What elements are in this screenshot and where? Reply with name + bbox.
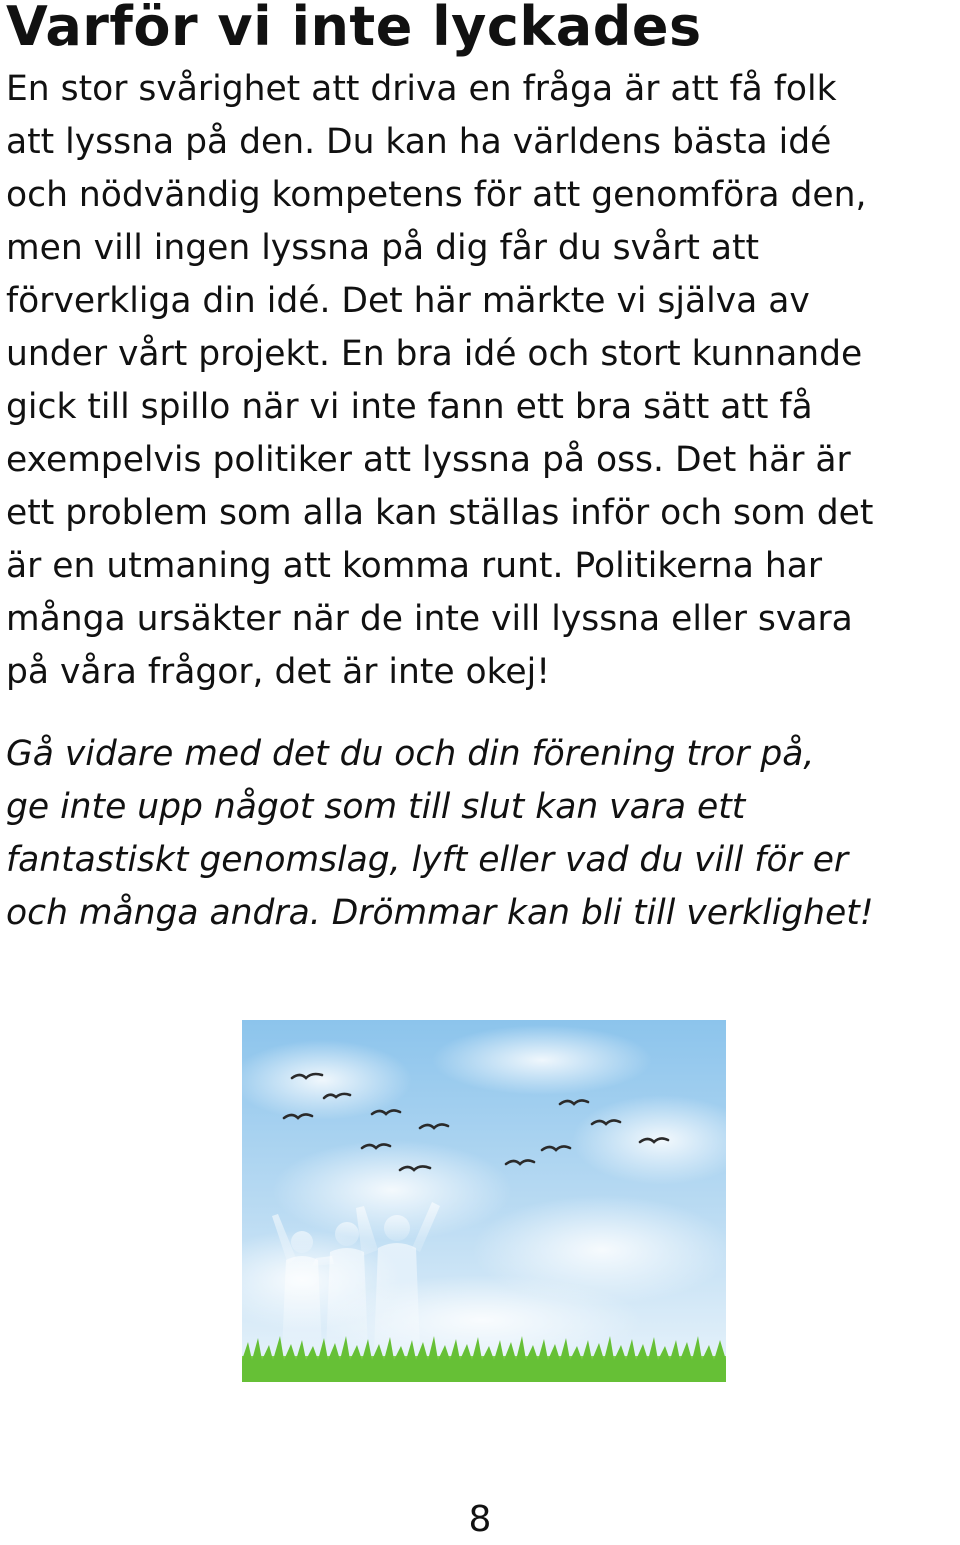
paragraph-line: under vårt projekt. En bra idé och stort kunnande	[6, 334, 863, 374]
sky-birds-illustration	[242, 1020, 726, 1382]
paragraph-line: och nödvändig kompetens för att genomföra den,	[6, 175, 867, 215]
page-number: 8	[468, 1499, 492, 1540]
body-paragraph	[6, 63, 958, 699]
illustration-svg	[242, 1020, 726, 1382]
paragraph-line: att lyssna på den. Du kan ha världens bästa idé	[6, 122, 832, 162]
paragraph-line: En stor svårighet att driva en fråga är att få folk	[6, 69, 837, 109]
paragraph-line: exempelvis politiker att lyssna på oss. Det här är	[6, 440, 851, 480]
paragraph-line: är en utmaning att komma runt. Politikerna har	[6, 546, 823, 586]
closing-line: och många andra. Drömmar kan bli till verklighet!	[6, 893, 874, 933]
paragraph-line: på våra frågor, det är inte okej!	[6, 652, 551, 692]
closing-line: Gå vidare med det du och din förening tror på,	[6, 734, 815, 774]
paragraph-line: förverkliga din idé. Det här märkte vi själva av	[6, 281, 810, 321]
closing-paragraph	[6, 728, 958, 940]
paragraph-line: gick till spillo när vi inte fann ett bra sätt att få	[6, 387, 813, 427]
paragraph-line: men vill ingen lyssna på dig får du svårt att	[6, 228, 760, 268]
paragraph-line: många ursäkter när de inte vill lyssna eller svara	[6, 599, 853, 639]
page-title: Varför vi inte lyckades	[6, 0, 702, 58]
closing-line: ge inte upp något som till slut kan vara ett	[6, 787, 746, 827]
paragraph-line: ett problem som alla kan ställas inför och som det	[6, 493, 874, 533]
closing-line: fantastiskt genomslag, lyft eller vad du vill för er	[6, 840, 849, 880]
